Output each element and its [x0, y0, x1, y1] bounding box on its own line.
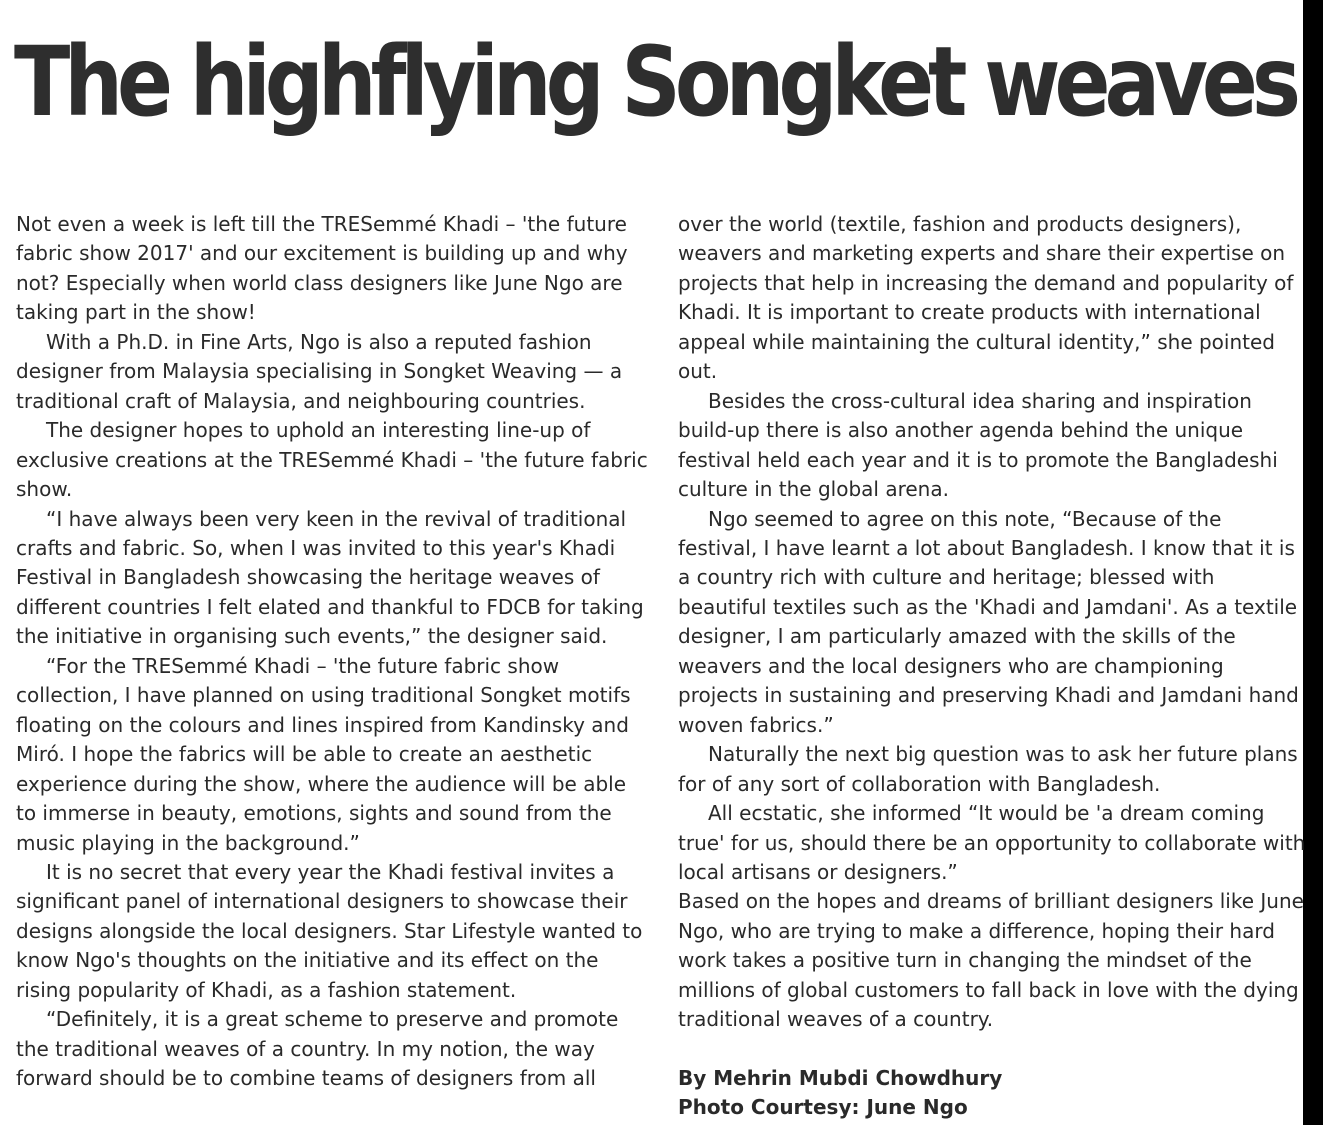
- paragraph-closing: Based on the hopes and dreams of brilliant designers like June Ngo, who are trying to make a difference, hoping their hard work takes a positive turn in changing the mindset of the millions of global customers to fall back in love with the dying traditional weaves of a country.: [678, 889, 1304, 1032]
- left-column: [16, 210, 648, 1094]
- paragraph: “For the TRESemmé Khadi – 'the future fabric show collection, I have planned on using traditional Songket motifs floating on the colours and lines inspired from Kandinsky and Miró. I hope the fabrics will be able to create an aesthetic experience during the show, where the audience will be able to immerse in beauty, emotions, sights and sound from the music playing in the background.”: [16, 653, 631, 855]
- paragraph: Besides the cross-cultural idea sharing and inspiration build-up there is also another agenda behind the unique festival held each year and it is to promote the Bangladeshi culture in the global arena.: [678, 388, 1278, 502]
- paragraph: Naturally the next big question was to ask her future plans for of any sort of collaboration with Bangladesh.: [678, 742, 1298, 796]
- paragraph-intro: Not even a week is left till the TRESemmé Khadi – 'the future fabric show 2017' and our excitement is building up and why not? Especially when world class designers like June Ngo are taking part in the show!: [16, 212, 628, 325]
- paragraph-continuation: over the world (textile, fashion and products designers), weavers and marketing experts and share their expertise on projects that help in increasing the demand and popularity of Khadi. It is important to create products with international appeal while maintaining the cultural identity,” she pointed out.: [678, 212, 1294, 384]
- paragraph: All ecstatic, she informed “It would be 'a dream coming true' for us, should there be an opportunity to collaborate with local artisans or designers.”: [678, 801, 1306, 884]
- paragraph: The designer hopes to uphold an interesting line-up of exclusive creations at the TRESemmé Khadi – 'the future fabric show.: [16, 418, 648, 502]
- headline: The highflying Songket weaves: [14, 26, 1296, 138]
- page-edge-bar: [1303, 0, 1323, 1125]
- paragraph: With a Ph.D. in Fine Arts, Ngo is also a reputed fashion designer from Malaysia specialising in Songket Weaving — a traditional craft of Malaysia, and neighbouring countries.: [16, 329, 623, 413]
- paragraph: “I have always been very keen in the revival of traditional crafts and fabric. So, when I was invited to this year's Khadi Festival in Bangladesh showcasing the heritage weaves of different countries I felt elated and thankful to FDCB for taking the initiative in organising such events,” the designer said.: [16, 506, 644, 649]
- paragraph: It is no secret that every year the Khadi festival invites a significant panel of international designers to showcase their designs alongside the local designers. Star Lifestyle wanted to know Ngo's thoughts on the initiative and its effect on the rising popularity of Khadi, as a fashion statement.: [16, 859, 643, 1002]
- byline-block: [678, 1064, 1306, 1123]
- right-column: [678, 210, 1306, 1123]
- paragraph: “Definitely, it is a great scheme to preserve and promote the traditional weaves of a country. In my notion, the way forward should be to combine teams of designers from all: [16, 1007, 619, 1091]
- paragraph: Ngo seemed to agree on this note, “Because of the festival, I have learnt a lot about Bangladesh. I know that it is a country rich with culture and heritage; blessed with beautiful textiles such as the 'Khadi and Jamdani'. As a textile designer, I am particularly amazed with the skills of the weavers and the local designers who are championing projects in sustaining and preserving Khadi and Jamdani hand woven fabrics.”: [678, 506, 1299, 737]
- photo-credit: Photo Courtesy: June Ngo: [678, 1095, 968, 1120]
- author-byline: By Mehrin Mubdi Chowdhury: [678, 1065, 1003, 1090]
